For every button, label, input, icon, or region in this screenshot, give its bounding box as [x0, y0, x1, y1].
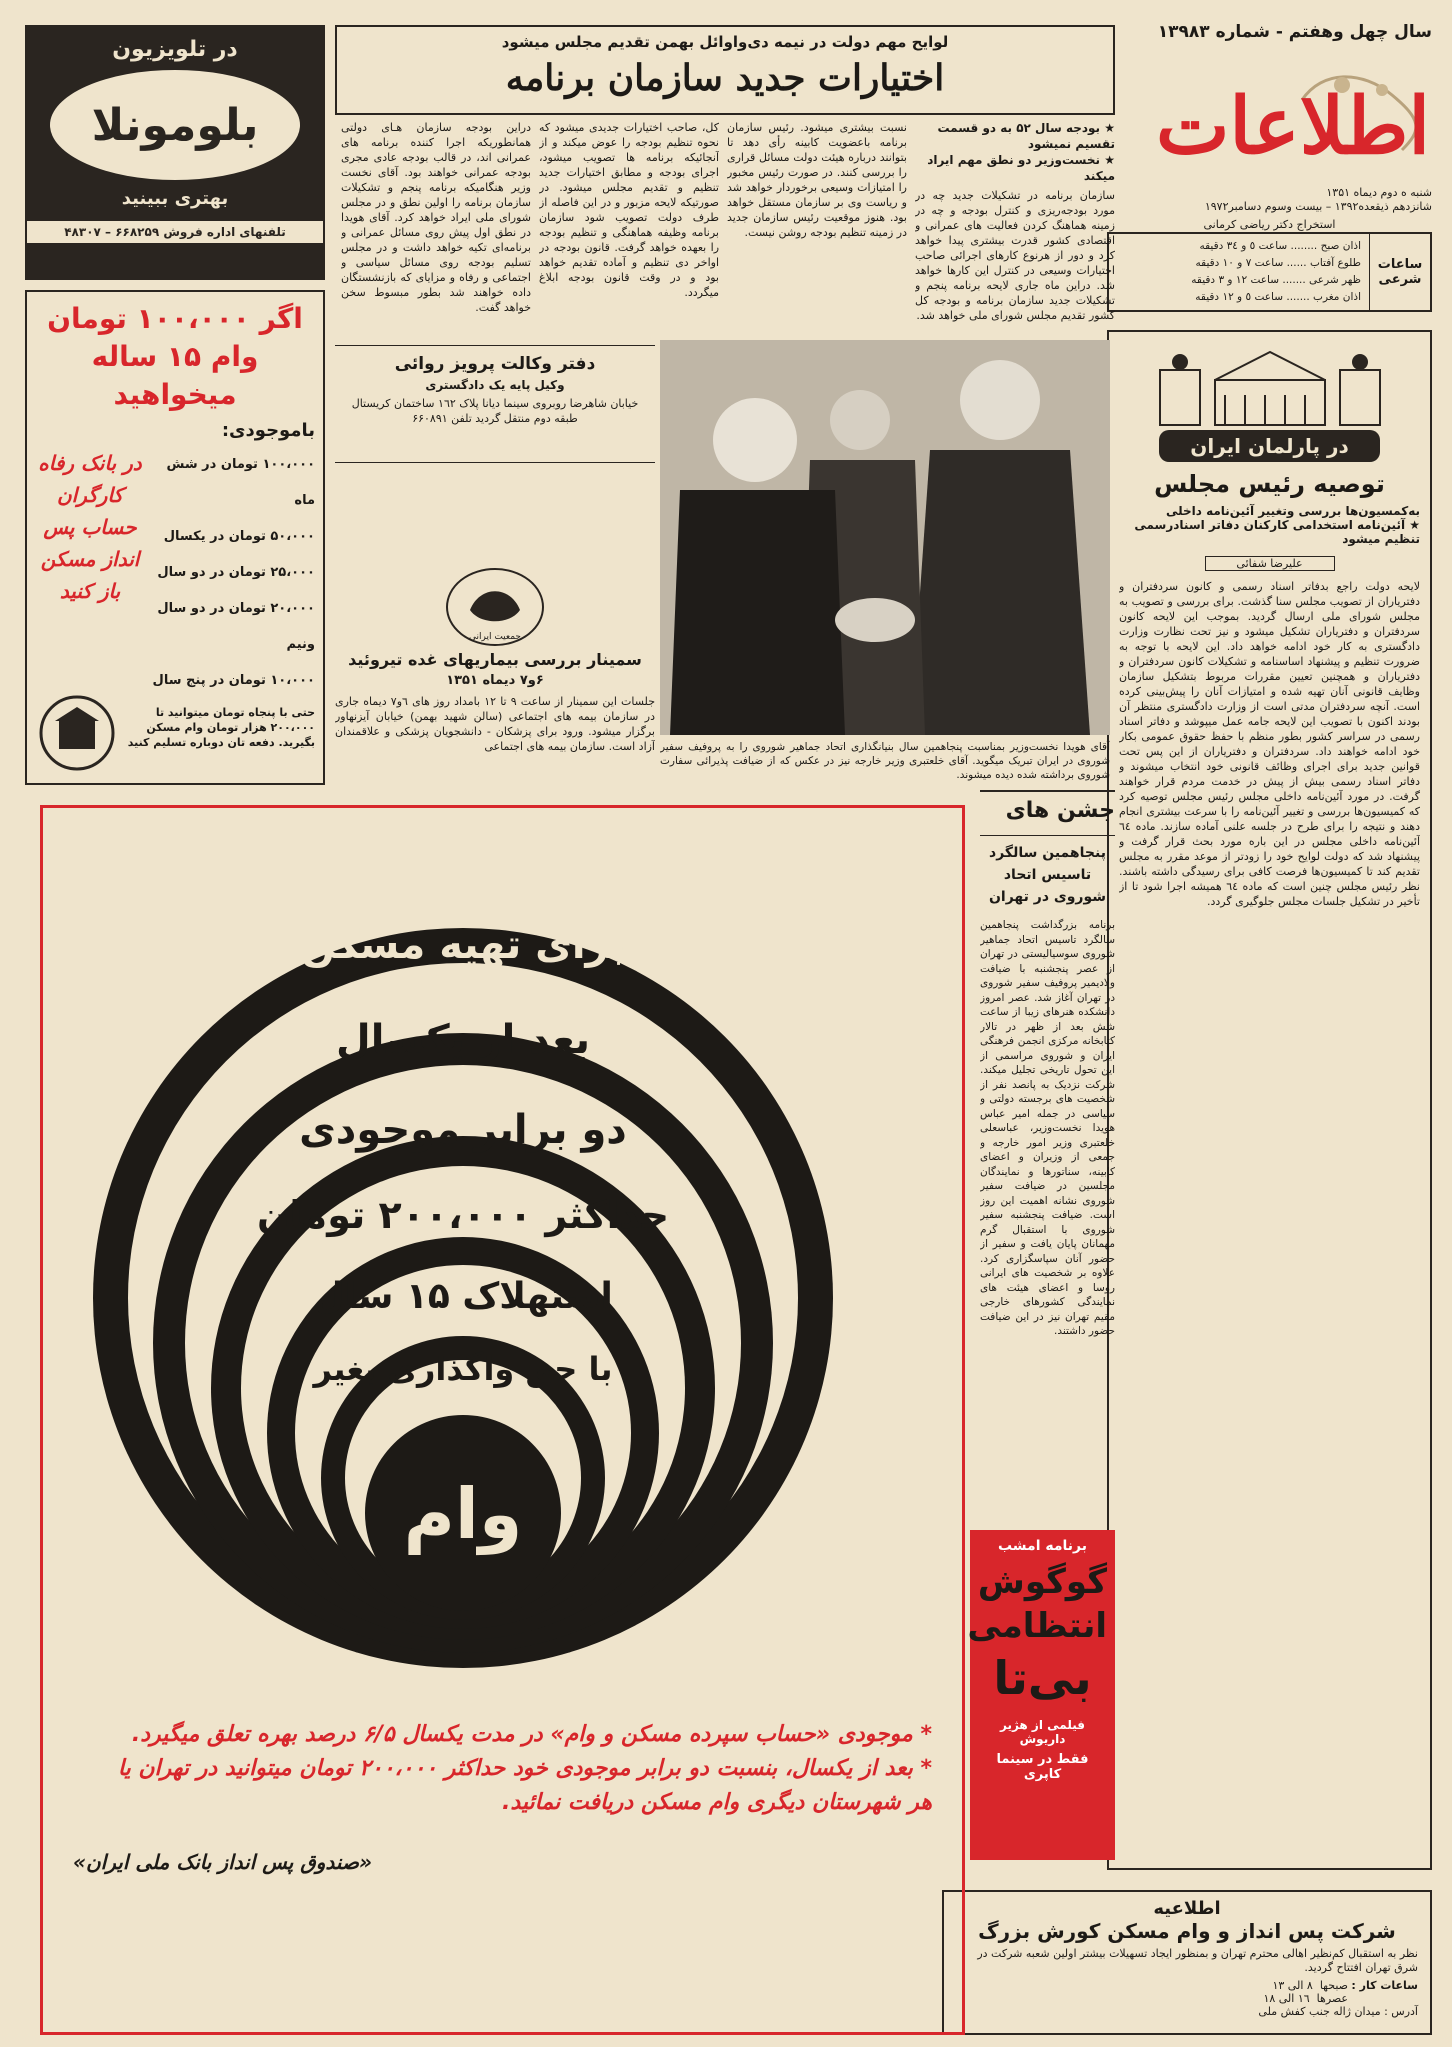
notice-hours-row — [1263, 1979, 1348, 1992]
parliament-sub-1: به‌کمسیون‌ها بررسی وتغییر آئین‌نامه داخلی — [1165, 504, 1420, 518]
notice-text: نظر به استقبال کم‌نظیر اهالی محترم تهران و بمنظور ایجاد تسهیلات بیشتر اولین شعبه شرکت در شرق تهران افتتاح گردید. — [977, 1947, 1418, 1974]
handshake-photo-icon — [660, 340, 1110, 735]
tv-ad-eye — [50, 70, 300, 180]
loan-row: ۲۵،۰۰۰ تومان در دو سال — [157, 565, 315, 580]
seal-emblem — [440, 565, 550, 650]
cinema-top: برنامه امشب — [997, 1538, 1088, 1554]
news-photo — [660, 340, 1110, 735]
prayer-row: ظهر شرعی ....... ساعت ١٢ و ٣ دقیقه — [1191, 274, 1361, 286]
ring-label: استهلاک ۱۵ سال — [313, 1276, 613, 1317]
notice-hours-label: ساعات کار : — [1351, 1979, 1418, 1992]
parliament-author: علیرضا شفائی — [1205, 556, 1335, 571]
headline-text: سازمان برنامه در تشکیلات جدید چه در مورد بودجه‌ریزی و کنترل بودجه و چه در زمینه هماهنگ کردن فعالیت های عمرانی و اقتصادی کشور قدرت بیشتری پیدا خواهد کرد و دور از هرنوع کارهای اجرائی صاحب اختیارات وسیعی در کنترل این کارها خواهد شد. دراین ماه جاری لایحه برنامه پنجم و تشکیلات جدید سازمان برنامه و بودجه کل کشور تقدیم مجلس شورای ملی خواهد شد. — [915, 189, 1115, 322]
ring-label: بعد از یکسال — [335, 1017, 591, 1063]
cinema-footer: فقط در سینما کاپری — [996, 1752, 1089, 1782]
ring-label: برای تهیه مسکن — [300, 922, 626, 968]
headline-columns — [335, 120, 1115, 335]
loan-ad-body — [35, 447, 315, 699]
bank-ad-note: * موجودی «حساب سپرده مسکن و وام» در مدت یکسال ۶/۵ درصد بهره تعلق میگیرد. — [131, 1722, 932, 1747]
hours-period: صبحها — [1319, 1979, 1348, 1992]
seal-text: جمعیت ایرانی — [468, 632, 521, 642]
cinema-credit: فیلمی از هژیر داریوش — [1000, 1718, 1085, 1746]
astro-credit: استخراج دکتر ریاضی کرمانی — [1203, 218, 1336, 231]
headline-bullet: ★ نخست‌وزیر دو نطق مهم ایراد میکند — [927, 153, 1115, 183]
jashn-title: جشن های — [1005, 798, 1115, 823]
notice-hours — [956, 1979, 1418, 2005]
newspaper-logo: اطلاعات — [1155, 81, 1430, 172]
notice-title: اطلاعیه — [1153, 1898, 1221, 1919]
masthead-issue — [1107, 22, 1432, 42]
jashn-body: برنامه بزرگداشت پنجاهمین سالگرد تاسیس اتحاد جماهیر شوروی سوسیالیستی در تهران از عصر پنجشنبه با ضیافت ولادیمیر پروفیف سفیر شوروی در تهران آغاز شد. عصر امروز دانشکده هنرهای زیبا از ساعت شش بعد از ظهر در تالار کتابخانه مرکزی انجمن فرهنگی ایران و شوروی مراسمی از این تحول تاریخی تجلیل میکند. شرکت نزدیک به پانصد نفر از شخصیت های برجسته دولتی و سیاسی در جمله امیر عباس هویدا نخست‌وزیر، عباسعلی خلعتبری وزیر امور خارجه و جمعی از وزیران و اعضای کابینه، سناتورها و نمایندگان مجلسین در ضیافت سفیر شوروی نشانه اهمیت این روز است. ضیافت پنجشنبه سفیر شوروی با استقبال گرم مهمانان پایان یافت و سفیر از حضور آنان سپاسگزاری کرد. علاوه بر شخصیت های ایرانی روسا و اعضای هیئت های نمایندگی کشورهای خارجی مقیم تهران نیز در این ضیافت حضور داشتند. — [980, 919, 1115, 1337]
ring-label: حداکثر ۲۰۰،۰۰۰ تومان — [256, 1193, 670, 1237]
parliament-title: توصیه رئیس مجلس — [1154, 470, 1385, 498]
notice-hours-rows — [1263, 1979, 1348, 2005]
bank-ad — [40, 805, 965, 2035]
prayer-row: طلوع آفتاب ...... ساعت ٧ و ١٠ دقیقه — [1195, 257, 1361, 269]
parliament-sub-2: ★ آئین‌نامه استخدامی کارکنان دفاتر اسنادرسمی تنظیم میشود — [1134, 518, 1420, 546]
bank-ad-notes — [43, 1708, 962, 1820]
notice-address: آدرس : میدان ژاله جنب کفش ملی — [1258, 2005, 1418, 2018]
loan-row: ۱۰۰،۰۰۰ تومان در شش ماه — [166, 457, 315, 508]
cinema-title-2: انتظامی — [967, 1606, 1107, 1646]
lawyer-address: خیابان شاهرضا روبروی سینما دیانا پلاک ١٦٢ ساختمان کریستال طبقه دوم منتقل گردید تلفن ۶۶۰۸۹۱ — [351, 397, 639, 425]
prayer-row: اذان صبح ........ ساعت ٥ و ٣٤ دقیقه — [1199, 240, 1361, 252]
headline-kicker: لوایح مهم دولت در نیمه دی‌واوائل بهمن تقدیم مجلس میشود — [501, 33, 949, 51]
hours-range: ١٦ الی ١٨ — [1263, 1992, 1310, 2005]
bank-logo-icon — [37, 693, 117, 773]
hours-range: ٨ الی ١٣ — [1272, 1979, 1313, 1992]
seminar-text: جلسات این سمینار از ساعت ۹ تا ۱۲ بامداد روز های ٦و٧ دیماه جاری در سازمان بیمه های اجتماعی (سالن شهید بهمن) خیابان آیزنهاور برگزار میشود. ورود برای پزشکان - دانشجویان پزشکی و علاقمندان آزاد است. سازمان بیمه های اجتماعی — [335, 695, 655, 753]
loan-ad-footer: حتی با پنجاه تومان میتوانید تا ۲۰۰،۰۰۰ هزار تومان وام مسکن بگیرید. دفعه تان دوباره تسلیم کنید — [127, 706, 315, 749]
tv-ad-brand: بلومونلا — [91, 99, 259, 151]
photo-caption: آقای هویدا نخست‌وزیر بمناسبت پنجاهمین سال بنیانگذاری اتحاد جماهیر شوروی را به پروفیف سفیر شوروی در ایران تبریک میگوید. آقای خلعتبری وزیر خارجه نیز در عکس که از ضیافت پذیرائی سفارت شوروی برداشته شده دیده میشوند. — [660, 741, 1110, 781]
cinema-ad — [967, 1530, 1115, 1860]
tv-ad-top: در تلویزیون — [112, 37, 238, 62]
notice-company: شرکت پس انداز و وام مسکن کورش بزرگ — [978, 1919, 1396, 1943]
headline-text: کل، صاحب اختیارات جدیدی میشود که نحوه تنظیم بودجه را عوض میکند و از آنجائیکه برنامه ها تصویب میشود، اجرای بودجه و مطابق اختیارات جدید تنظیم و تقدیم مجلس میشود. در صورتیکه لایحه مزبور و در این فاصله از طرف دولت تصویب شود سازمان برنامه وظیفه هماهنگی و تنظیم بودجه را بعهده خواهد گرفت. قانون بودجه در اواخر دی تنظیم و آماده تقدیم خواهد بود و در وقت قانون بودجه ابلاغ میگردد. — [539, 121, 719, 299]
seminar-title: سمینار بررسی بیماریهای غده تیروئید — [348, 650, 642, 669]
loan-ad — [25, 290, 325, 785]
parliament-building-icon — [1120, 340, 1420, 430]
bank-ad-note: هر شهرستان دیگری وام مسکن دریافت نمائید. — [501, 1790, 932, 1815]
loan-ad-subtitle: باموجودی: — [221, 420, 315, 441]
parliament-banner: در پارلمان ایران — [1159, 430, 1380, 462]
ring-label: دو برابر موجودی — [299, 1107, 627, 1153]
tv-ad — [25, 25, 325, 280]
prayer-row: اذان مغرب ....... ساعت ٥ و ١٢ دقیقه — [1195, 291, 1361, 303]
loan-ad-side: در بانک رفاه کارگران حساب پس انداز مسکن باز کنید — [38, 451, 142, 603]
bank-ad-signature: «صندوق پس انداز بانک ملی ایران» — [73, 1850, 372, 1874]
headline-bullet: ★ بودجه سال ۵۲ به دو قسمت تقسیم نمیشود — [937, 121, 1115, 151]
date-block — [1107, 186, 1432, 232]
date-line-1: شنبه ه دوم دیماه ۱۳۵۱ — [1326, 186, 1432, 199]
headline-title: اختیارات جدید سازمان برنامه — [505, 57, 945, 99]
prayer-rows — [1109, 234, 1369, 310]
tv-ad-tagline: بهتری ببینید — [121, 188, 229, 209]
headline-col-right — [915, 120, 1115, 335]
notice-box — [942, 1890, 1432, 2035]
lawyer-title: دفتر وکالت پرویز روائی — [394, 354, 596, 374]
date-line-2: شانزدهم ذیقعده۱۳۹۲ – بیست وسوم دسامبر۱۹۷۲ — [1204, 200, 1432, 213]
jashn-subtitle: پنجاهمین سالگرد تاسیس اتحاد شوروی در تهران — [980, 835, 1115, 908]
prayer-title: ساعات شرعی — [1369, 234, 1430, 310]
loan-ad-rows — [145, 447, 315, 699]
tv-ad-phone: تلفنهای اداره فروش ۶۶۸۲۵۹ – ۴۸۳۰۷ — [27, 221, 323, 243]
cinema-title-1: گوگوش — [977, 1562, 1107, 1602]
jashn-column — [980, 790, 1115, 1533]
parliament-body: لایحه دولت راجع بدفاتر اسناد رسمی و کانون‌ سردفتران و دفتریاران از تصویب مجلس سنا گذشت. برای بررسی و تصویب به مجلس شورای ملی ارسال گردید. بموجب این لایحه کانون سردفتران و دفتریاران تشکیل میشود و نیز تحت نظارت وزارت دادگستری به کار خود ادامه خواهد داد. این لایحه با توجه به ضرورت تنظیم و پیشنهاد اساسنامه و تشکیلات کانون سردفتران و دفتریاران و همچنین تعیین مقررات مربوط بتشکیل سازمان وظایف قانونی آنان تهیه شده و امتیازات آنان را پیش‌بینی کرده است. آنچه سردفتران مدتی است از وزارت دادگستری منتظر آن بودند اکنون با تصویب این لایحه جامه عمل میپوشد و دفاتر اسناد رسمی در سراسر کشور بطور منظم با حفظ حقوق عمومی بکار خود ادامه خواهند داد. سردفتران و دفتریاران از این پس تحت قوانین جدید برای اجرای وظائف قانونی خود انتخاب میشوند و دفاتر اسناد رسمی بیش از پیش در خدمت مردم قرار خواهند گرفت. در مورد آئین‌نامه داخلی مجلس رئیس مجلس توصیه کرد که کمیسیون‌ها بررسی و تغییر آئین‌نامه را با سرعت بیشتری انجام دهند و نتیجه را برای طرح در جلسه علنی آماده سازند. ماده ٦٤ آئین‌نامه داخلی مجلس در این باره مورد بحث قرار گرفت و پیشنهاد شد که دولت لوایح خود را زودتر از موعد مقرر به مجلس تقدیم کند تا کمیسیون‌ها فرصت کافی برای رسیدگی داشته باشند. نظر رئیس مجلس چنین است که ماده ٦٤ همیشه اجرا شود تا از تأخیر در تشکیل جلسات مجلس جلوگیری گردد. — [1119, 580, 1420, 908]
notice-hours-row — [1263, 1992, 1348, 2005]
cinema-title-3: بی‌تا — [993, 1651, 1092, 1705]
issue-line: سال چهل وهفتم - شماره ۱۳۹۸۳ — [1157, 22, 1432, 42]
loan-row: ۵۰،۰۰۰ تومان در یکسال — [163, 529, 315, 544]
ring-label: با حق واگذاری بغیر — [313, 1350, 613, 1388]
concentric-rings-graphic — [43, 808, 962, 1708]
bank-ad-note: * بعد از یکسال، بنسبت دو برابر موجودی خود حداکثر ۲۰۰،۰۰۰ تومان میتوانید در تهران یا — [117, 1756, 932, 1781]
loan-row: ۲۰،۰۰۰ تومان در دو سال ونیم — [157, 601, 315, 652]
seminar-notice — [335, 650, 655, 785]
lawyer-notice — [335, 345, 655, 463]
prayer-times-box — [1107, 232, 1432, 312]
headline-text: نسبت بیشتری میشود. رئیس سازمان برنامه باعضویت کابینه رأی دهد تا بتوانند درباره هیئت دولت مسائل قراری را بررسی کنند. در صورت رئیس مخبور را امتیازات وسیعی برخوردار خواهد شد و ریاست وی بر سازمان مستقل خواهد بود. هنوز موقعیت رئیس سازمان جدید در زمینه تنظیم بودجه روشن نیست. — [727, 121, 907, 239]
seminar-date: ۶و۷ دیماه ۱۳۵۱ — [446, 673, 544, 688]
parliament-column — [1107, 330, 1432, 1870]
hours-period: عصرها — [1316, 1992, 1348, 2005]
headline-text: دراین بودجه سازمان هـای دولتی همانطوریکه اجرا کننده برنامه های عمرانی اند، در قالب بودجه عادی مجری بودجه عمرانی خواهند بود. آقای نخست وزیر هنگامیکه برنامه پنجم و تشکیلات سازمان برنامه را اولین نطق و در مجلس شورای ملی ایراد خواهد کرد. آقای هویدا در نطق اول پیش روی مسائل عمرانی و برنامه‌ای تکیه خواهد داشت و در مجلس تسلیم بودجه روی مسائل سیاسی و اجتماعی و رفاه و مزایای که بازنشستگان داده خواهند شد بطور مبسوط سخن خواهد گفت. — [341, 121, 531, 314]
headline-box — [335, 25, 1115, 115]
lawyer-subtitle: وکیل پایه یک دادگستری — [425, 378, 565, 392]
ring-center-label: وام — [403, 1473, 523, 1555]
loan-ad-title: اگر ۱۰۰،۰۰۰ تومان وام ۱۵ ساله میخواهید — [47, 302, 303, 411]
loan-row: ۱۰،۰۰۰ تومان در پنج سال — [152, 673, 315, 688]
